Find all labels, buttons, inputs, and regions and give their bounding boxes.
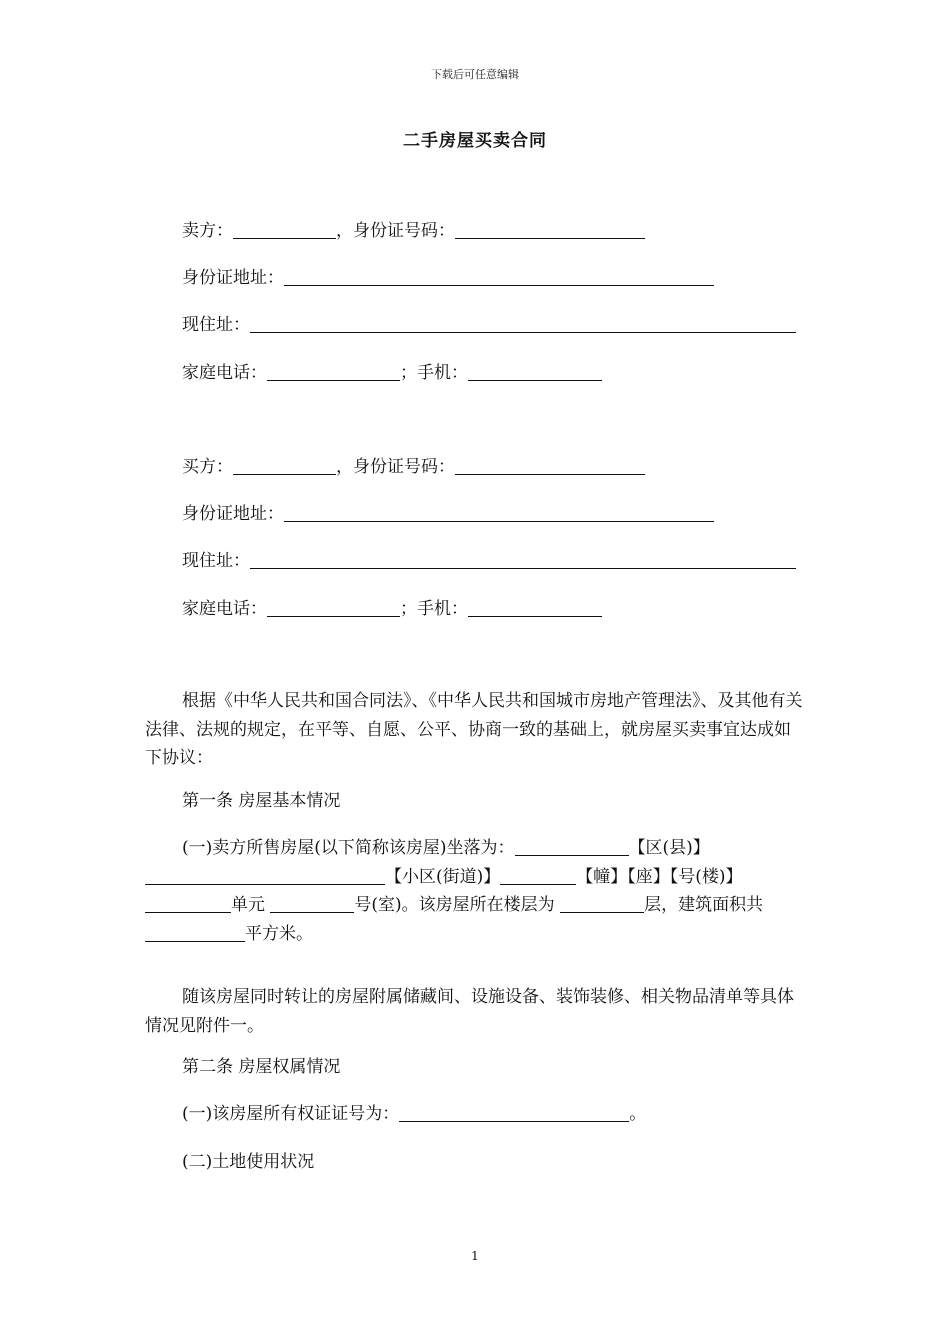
certificate-blank[interactable]: [399, 1103, 629, 1122]
buyer-id-address-blank[interactable]: [284, 503, 714, 522]
buyer-current-address-label: 现住址：: [182, 551, 250, 571]
buyer-id-label: ，身份证号码：: [336, 457, 455, 477]
buyer-id-address-label: 身份证地址：: [182, 504, 284, 524]
buyer-id-blank[interactable]: [455, 456, 645, 475]
area-unit-label: 平方米。: [245, 923, 313, 944]
seller-phone-line: [182, 362, 602, 384]
seller-id-address-label: 身份证地址：: [182, 268, 284, 288]
article1-location-paragraph: [145, 834, 805, 948]
building-blank[interactable]: [500, 866, 576, 885]
floor-label: 层，建筑面积共: [644, 895, 764, 915]
attachments-text: 随该房屋同时转让的房屋附属储藏间、设施设备、装饰装修、相关物品清单等具体情况见附件一。: [145, 987, 794, 1036]
seller-home-phone-blank[interactable]: [267, 362, 400, 381]
district-label: 【区(县)】: [628, 838, 710, 858]
buyer-home-phone-label: 家庭电话：: [182, 599, 267, 619]
contract-title: 二手房屋买卖合同: [403, 131, 547, 151]
seller-current-address-blank[interactable]: [250, 314, 796, 333]
preamble-text: 根据《中华人民共和国合同法》、《中华人民共和国城市房地产管理法》、及其他有关法律、法规的规定，在平等、自愿、公平、协商一致的基础上，就房屋买卖事宜达成如下协议：: [145, 691, 803, 768]
page-header: 下载后可任意编辑: [431, 68, 519, 81]
area-blank[interactable]: [145, 923, 245, 942]
unit-label: 单元: [231, 895, 265, 915]
building-types-label: 【幢】【座】【号(楼)】: [576, 866, 743, 887]
seller-id-label: ，身份证号码：: [336, 221, 455, 241]
seller-current-address-line: [182, 314, 796, 336]
preamble-paragraph: [145, 687, 805, 773]
buyer-phone-line: [182, 598, 602, 620]
location-prefix: (一)卖方所售房屋(以下简称该房屋)坐落为：: [182, 838, 515, 858]
floor-blank[interactable]: [560, 894, 644, 913]
buyer-label: 买方：: [182, 457, 233, 477]
land-use-line: (二)土地使用状况: [182, 1152, 315, 1172]
certificate-suffix: 。: [629, 1104, 647, 1124]
seller-label: 卖方：: [182, 221, 233, 241]
buyer-name-blank[interactable]: [233, 456, 336, 475]
seller-line: [182, 220, 645, 242]
buyer-line: [182, 456, 645, 478]
seller-name-blank[interactable]: [233, 220, 336, 239]
seller-id-address-blank[interactable]: [284, 267, 714, 286]
room-blank[interactable]: [270, 894, 354, 913]
community-blank[interactable]: [145, 866, 385, 885]
buyer-mobile-label: ；手机：: [400, 599, 468, 619]
attachments-paragraph: [145, 983, 805, 1040]
certificate-line: [182, 1103, 646, 1125]
seller-mobile-label: ；手机：: [400, 363, 468, 383]
certificate-prefix: (一)该房屋所有权证证号为：: [182, 1104, 400, 1124]
buyer-current-address-blank[interactable]: [250, 550, 796, 569]
room-label: 号(室)。该房屋所在楼层为: [354, 895, 555, 915]
district-blank[interactable]: [515, 837, 629, 856]
buyer-mobile-blank[interactable]: [468, 598, 602, 617]
article2-title: 第二条 房屋权属情况: [182, 1057, 341, 1077]
buyer-current-address-line: [182, 550, 796, 572]
seller-id-address-line: [182, 267, 714, 289]
seller-home-phone-label: 家庭电话：: [182, 363, 267, 383]
buyer-home-phone-blank[interactable]: [267, 598, 400, 617]
article1-title: 第一条 房屋基本情况: [182, 791, 341, 811]
page-number: 1: [471, 1249, 479, 1263]
community-label: 【小区(街道)】: [385, 866, 501, 887]
seller-mobile-blank[interactable]: [468, 362, 602, 381]
seller-current-address-label: 现住址：: [182, 315, 250, 335]
seller-id-blank[interactable]: [455, 220, 645, 239]
unit-blank[interactable]: [145, 894, 231, 913]
buyer-id-address-line: [182, 503, 714, 525]
